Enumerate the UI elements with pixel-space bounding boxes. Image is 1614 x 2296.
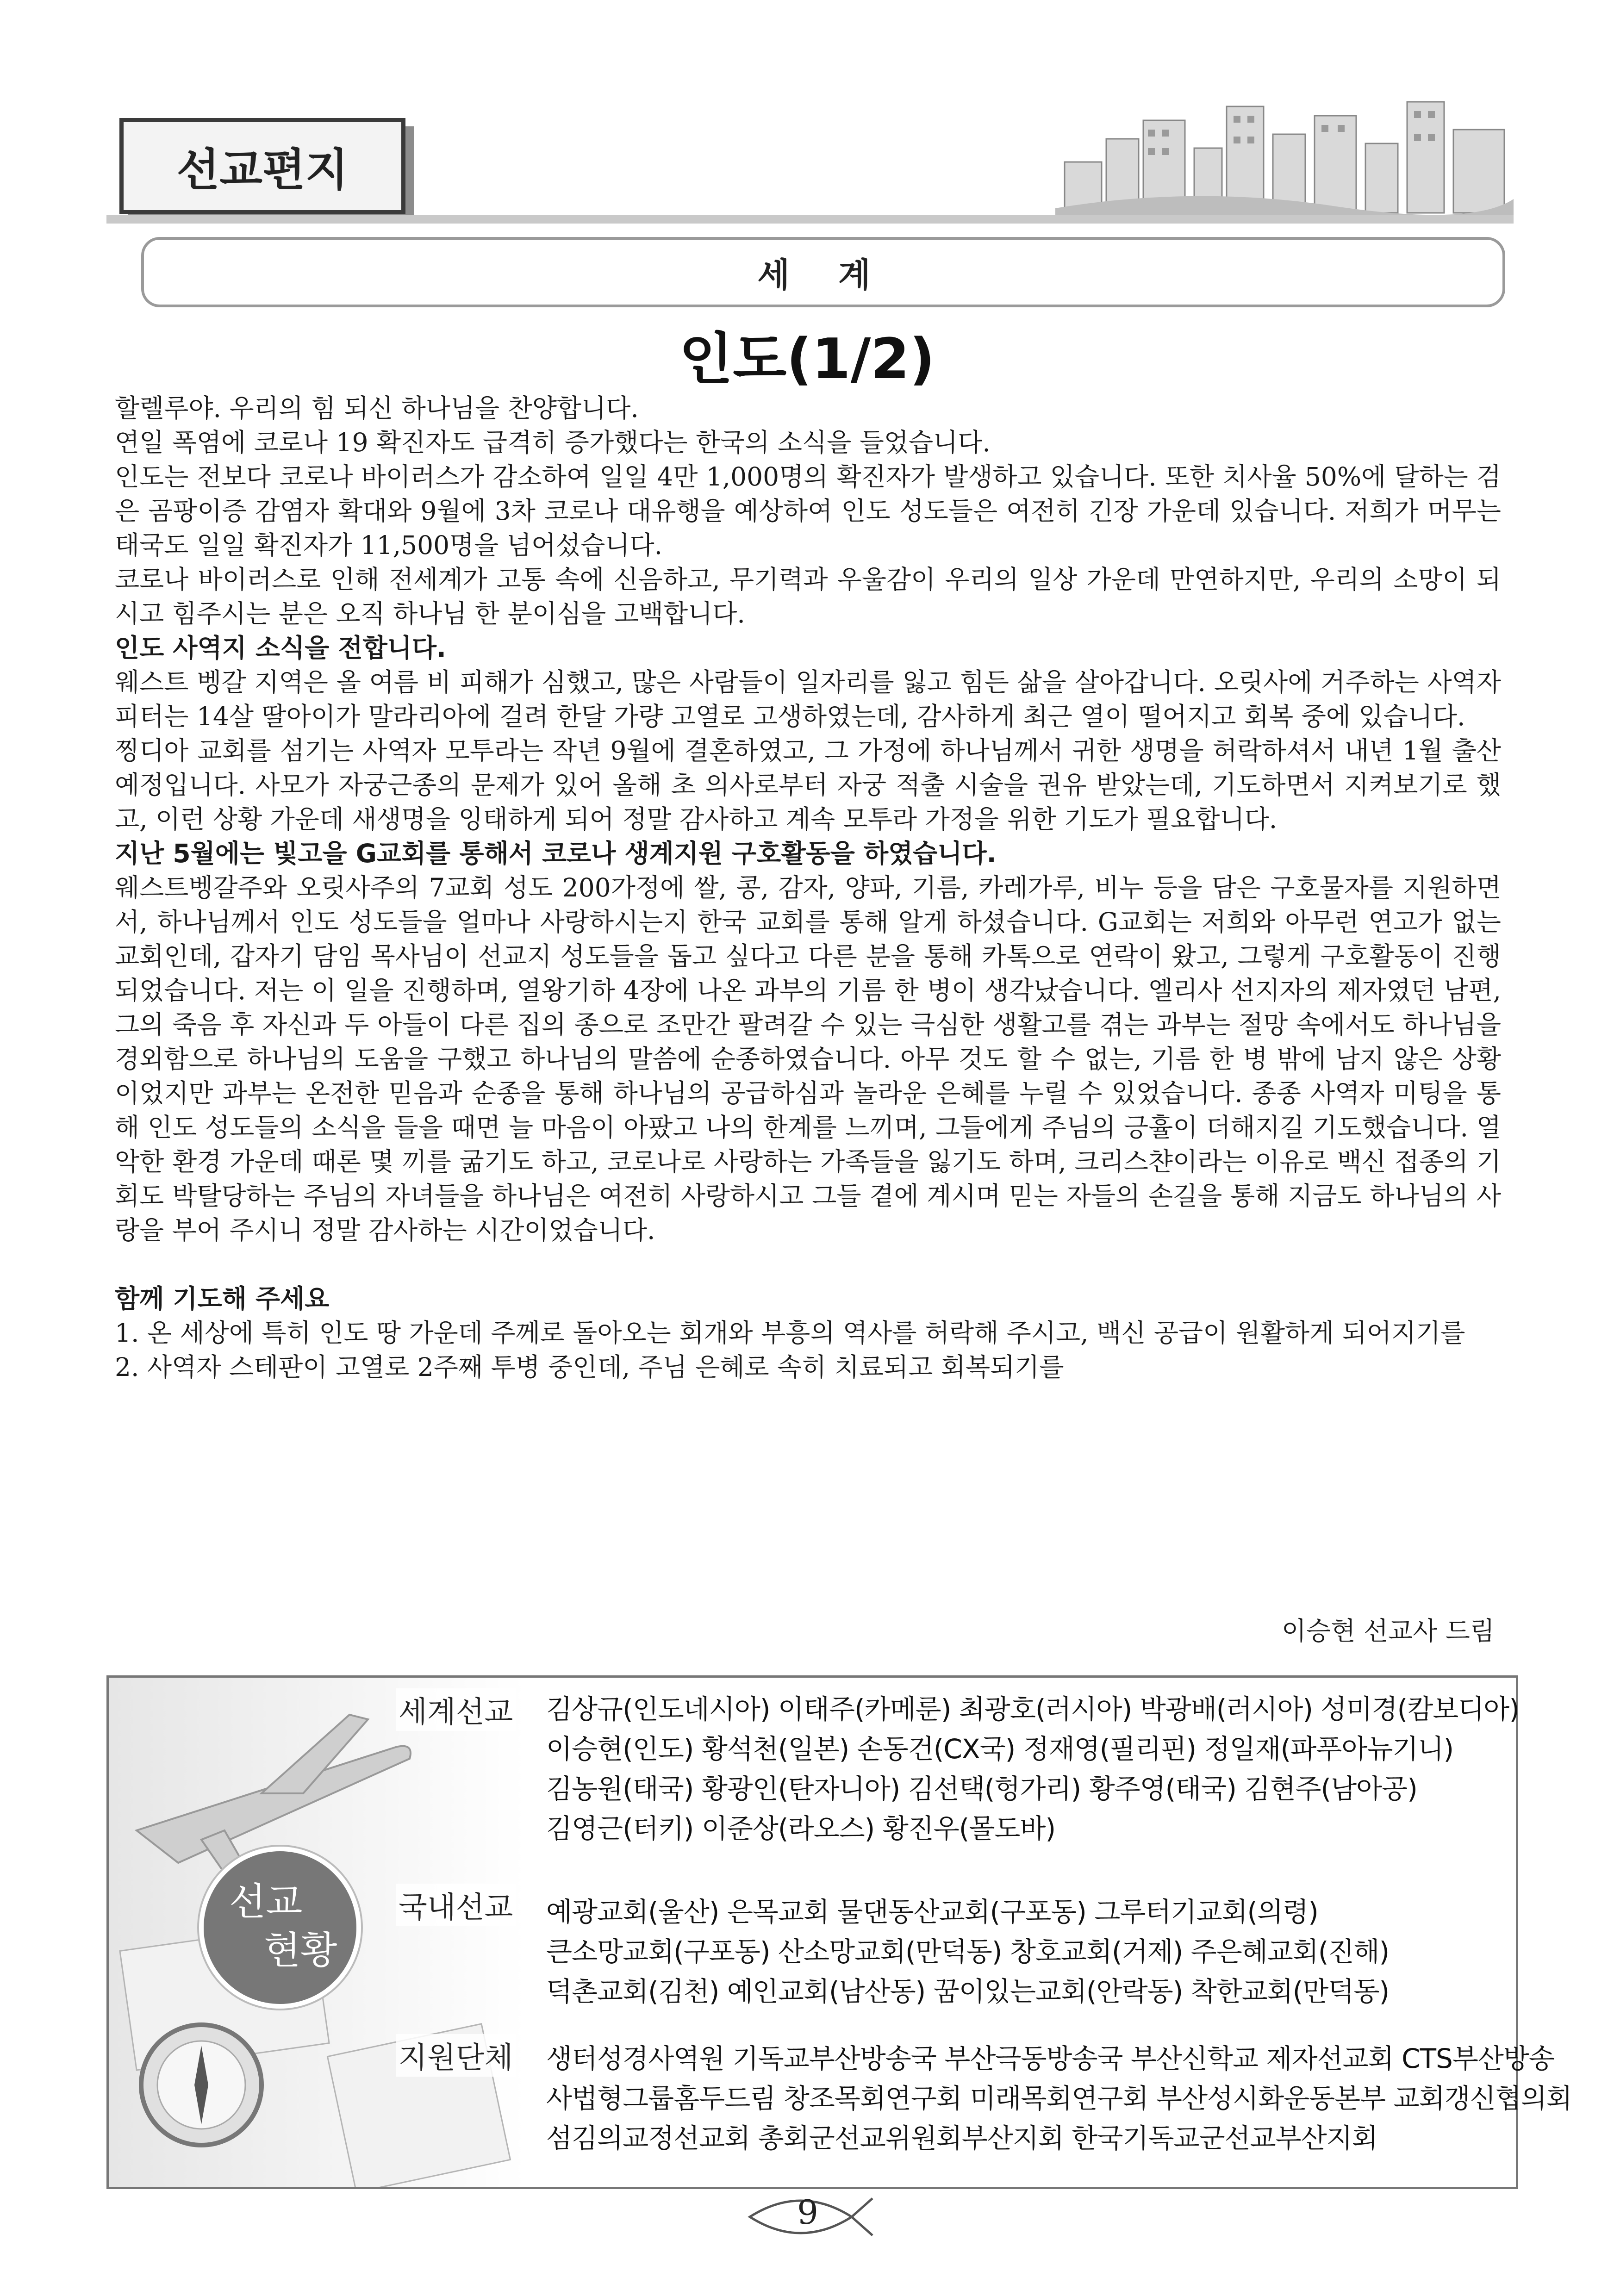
list-line: 섬김의교정선교회 총회군선교위원회부산지회 한국기독교군선교부산지회 [546, 2122, 1377, 2154]
badge-line: 현황 [264, 1929, 337, 1972]
paragraph: 할렐루야. 우리의 힘 되신 하나님을 찬양합니다. [115, 393, 639, 423]
paragraph: 웨스트 벵갈 지역은 올 여름 비 피해가 심했고, 많은 사람들이 일자리를 잃고 힘든 삶을 살아갑니다. 오릿사에 거주하는 사역자 피터는 14살 딸아이가 말라리아에 걸려 한달 가량 고열로 고생하였는데, 감사하게 최근 열이 떨어지고 회복 중에 있습니다. [115, 667, 1501, 731]
list-line: 예광교회(울산) 은목교회 물댄동산교회(구포동) 그루터기교회(의령) [546, 1896, 1318, 1928]
world-mission-list [546, 1689, 1519, 1848]
signature: 이승현 선교사 드림 [1281, 1616, 1495, 1646]
list-line: 사법형그룹홈두드림 창조목회연구회 미래목회연구회 부산성시화운동본부 교회갱신협의회 [546, 2083, 1572, 2114]
compass-icon [141, 2025, 262, 2145]
page-title: 인도(1/2) [679, 327, 935, 392]
list-line: 이승현(인도) 황석천(일본) 손동건(CX국) 정재영(필리핀) 정일재(파푸아뉴기니) [546, 1733, 1454, 1765]
list-line: 큰소망교회(구포동) 산소망교회(만덕동) 창호교회(거제) 주은혜교회(진해) [546, 1936, 1390, 1967]
subheading: 인도 사역지 소식을 전합니다. [115, 633, 446, 663]
region-label: 세 계 [141, 237, 1505, 307]
list-line: 덕촌교회(김천) 예인교회(남산동) 꿈이있는교회(안락동) 착한교회(만덕동) [546, 1976, 1390, 2007]
badge-line: 선교 [229, 1880, 303, 1924]
list-line: 김상규(인도네시아) 이태주(카메룬) 최광호(러시아) 박광배(러시아) 성미경(캄보디아) [546, 1693, 1519, 1725]
prayer-item: 2. 사역자 스테판이 고열로 2주째 투병 중인데, 주님 은혜로 속히 치료되고 회복되기를 [115, 1352, 1064, 1382]
page-number: 9 [797, 2193, 818, 2232]
paragraph: 인도는 전보다 코로나 바이러스가 감소하여 일일 4만 1,000명의 확진자가 발생하고 있습니다. 또한 치사율 50%에 달하는 검은 곰팡이증 감염자 확대와 9월에 3차 코로나 대유행을 예상하여 인도 성도들은 여전히 긴장 가운데 있습니다. 저희가 머무는 태국도 일일 확진자가 11,500명을 넘어섰습니다. [115, 462, 1501, 560]
section-title: 선교편지 [119, 118, 405, 214]
domestic-mission-list [546, 1892, 1389, 2011]
domestic-mission-label: 국내선교 [396, 1884, 516, 1926]
header-divider [106, 215, 1514, 224]
paragraph: 웨스트벵갈주와 오릿사주의 7교회 성도 200가정에 쌀, 콩, 감자, 양파, 기름, 카레가루, 비누 등을 담은 구호물자를 지원하면서, 하나님께서 인도 성도들을 얼마나 사랑하시는지 한국 교회를 통해 알게 하셨습니다. G교회는 저희와 아무런 연고가 없는 교회인데, 갑자기 담임 목사님이 선교지 성도들을 돕고 싶다고 다른 분을 통해 카톡으로 연락이 왔고, 그렇게 구호활동이 진행되었습니다. 저는 이 일을 진행하며, 열왕기하 4장에 나온 과부의 기름 한 병이 생각났습니다. 엘리사 선지자의 제자였던 남편, 그의 죽음 후 자신과 두 아들이 다른 집의 종으로 조만간 팔려갈 수 있는 극심한 생활고를 겪는 과부는 절망 속에서도 하나님을 경외함으로 하나님의 도움을 구했고 하나님의 말씀에 순종하였습니다. 아무 것도 할 수 없는, 기름 한 병 밖에 남지 않은 상황이었지만 과부는 온전한 믿음과 순종을 통해 하나님의 공급하심과 놀라운 은혜를 누릴 수 있었습니다. 종종 사역자 미팅을 통해 인도 성도들의 소식을 들을 때면 늘 마음이 아팠고 나의 한계를 느끼며, 그들에게 주님의 긍휼이 더해지길 기도했습니다. 열악한 환경 가운데 때론 몇 끼를 굶기도 하고, 코로나로 사랑하는 가족들을 잃기도 하며, 크리스챤이라는 이유로 백신 접종의 기회도 박탈당하는 주님의 자녀들을 하나님은 여전히 사랑하시고 그들 곁에 계시며 믿는 자들의 손길을 통해 지금도 하나님의 사랑을 부어 주시니 정말 감사하는 시간이었습니다. [115, 873, 1501, 1245]
letter-body [115, 391, 1501, 1384]
list-line: 김영근(터키) 이준상(라오스) 황진우(몰도바) [546, 1813, 1056, 1844]
world-mission-label: 세계선교 [396, 1688, 516, 1731]
prayer-heading: 함께 기도해 주세요 [115, 1284, 330, 1313]
list-line: 생터성경사역원 기독교부산방송국 부산극동방송국 부산신학교 제자선교회 CTS부산방송 [546, 2043, 1554, 2074]
paragraph: 코로나 바이러스로 인해 전세계가 고통 속에 신음하고, 무기력과 우울감이 우리의 일상 가운데 만연하지만, 우리의 소망이 되시고 힘주시는 분은 오직 하나님 한 분이심을 고백합니다. [115, 565, 1501, 628]
list-line: 김농원(태국) 황광인(탄자니아) 김선택(헝가리) 황주영(태국) 김현주(남아공) [546, 1773, 1417, 1804]
support-org-label: 지원단체 [396, 2034, 516, 2077]
city-illustration [1055, 93, 1514, 215]
prayer-item: 1. 온 세상에 특히 인도 땅 가운데 주께로 돌아오는 회개와 부흥의 역사를 허락해 주시고, 백신 공급이 원활하게 되어지기를 [115, 1318, 1465, 1348]
spacer [115, 1247, 1501, 1282]
paragraph: 연일 폭염에 코로나 19 확진자도 급격히 증가했다는 한국의 소식을 들었습니다. [115, 428, 991, 457]
subheading: 지난 5월에는 빛고을 G교회를 통해서 코로나 생계지원 구호활동을 하였습니다. [115, 839, 997, 868]
mission-status-badge [199, 1847, 361, 2009]
support-org-list [546, 2039, 1572, 2158]
paragraph: 찡디아 교회를 섬기는 사역자 모투라는 작년 9월에 결혼하였고, 그 가정에 하나님께서 귀한 생명을 허락하셔서 내년 1월 출산예정입니다. 사모가 자궁근종의 문제가 있어 올해 초 의사로부터 자궁 적출 시술을 권유 받았는데, 기도하면서 지켜보기로 했고, 이런 상황 가운데 새생명을 잉태하게 되어 정말 감사하고 계속 모투라 가정을 위한 기도가 필요합니다. [115, 736, 1501, 834]
